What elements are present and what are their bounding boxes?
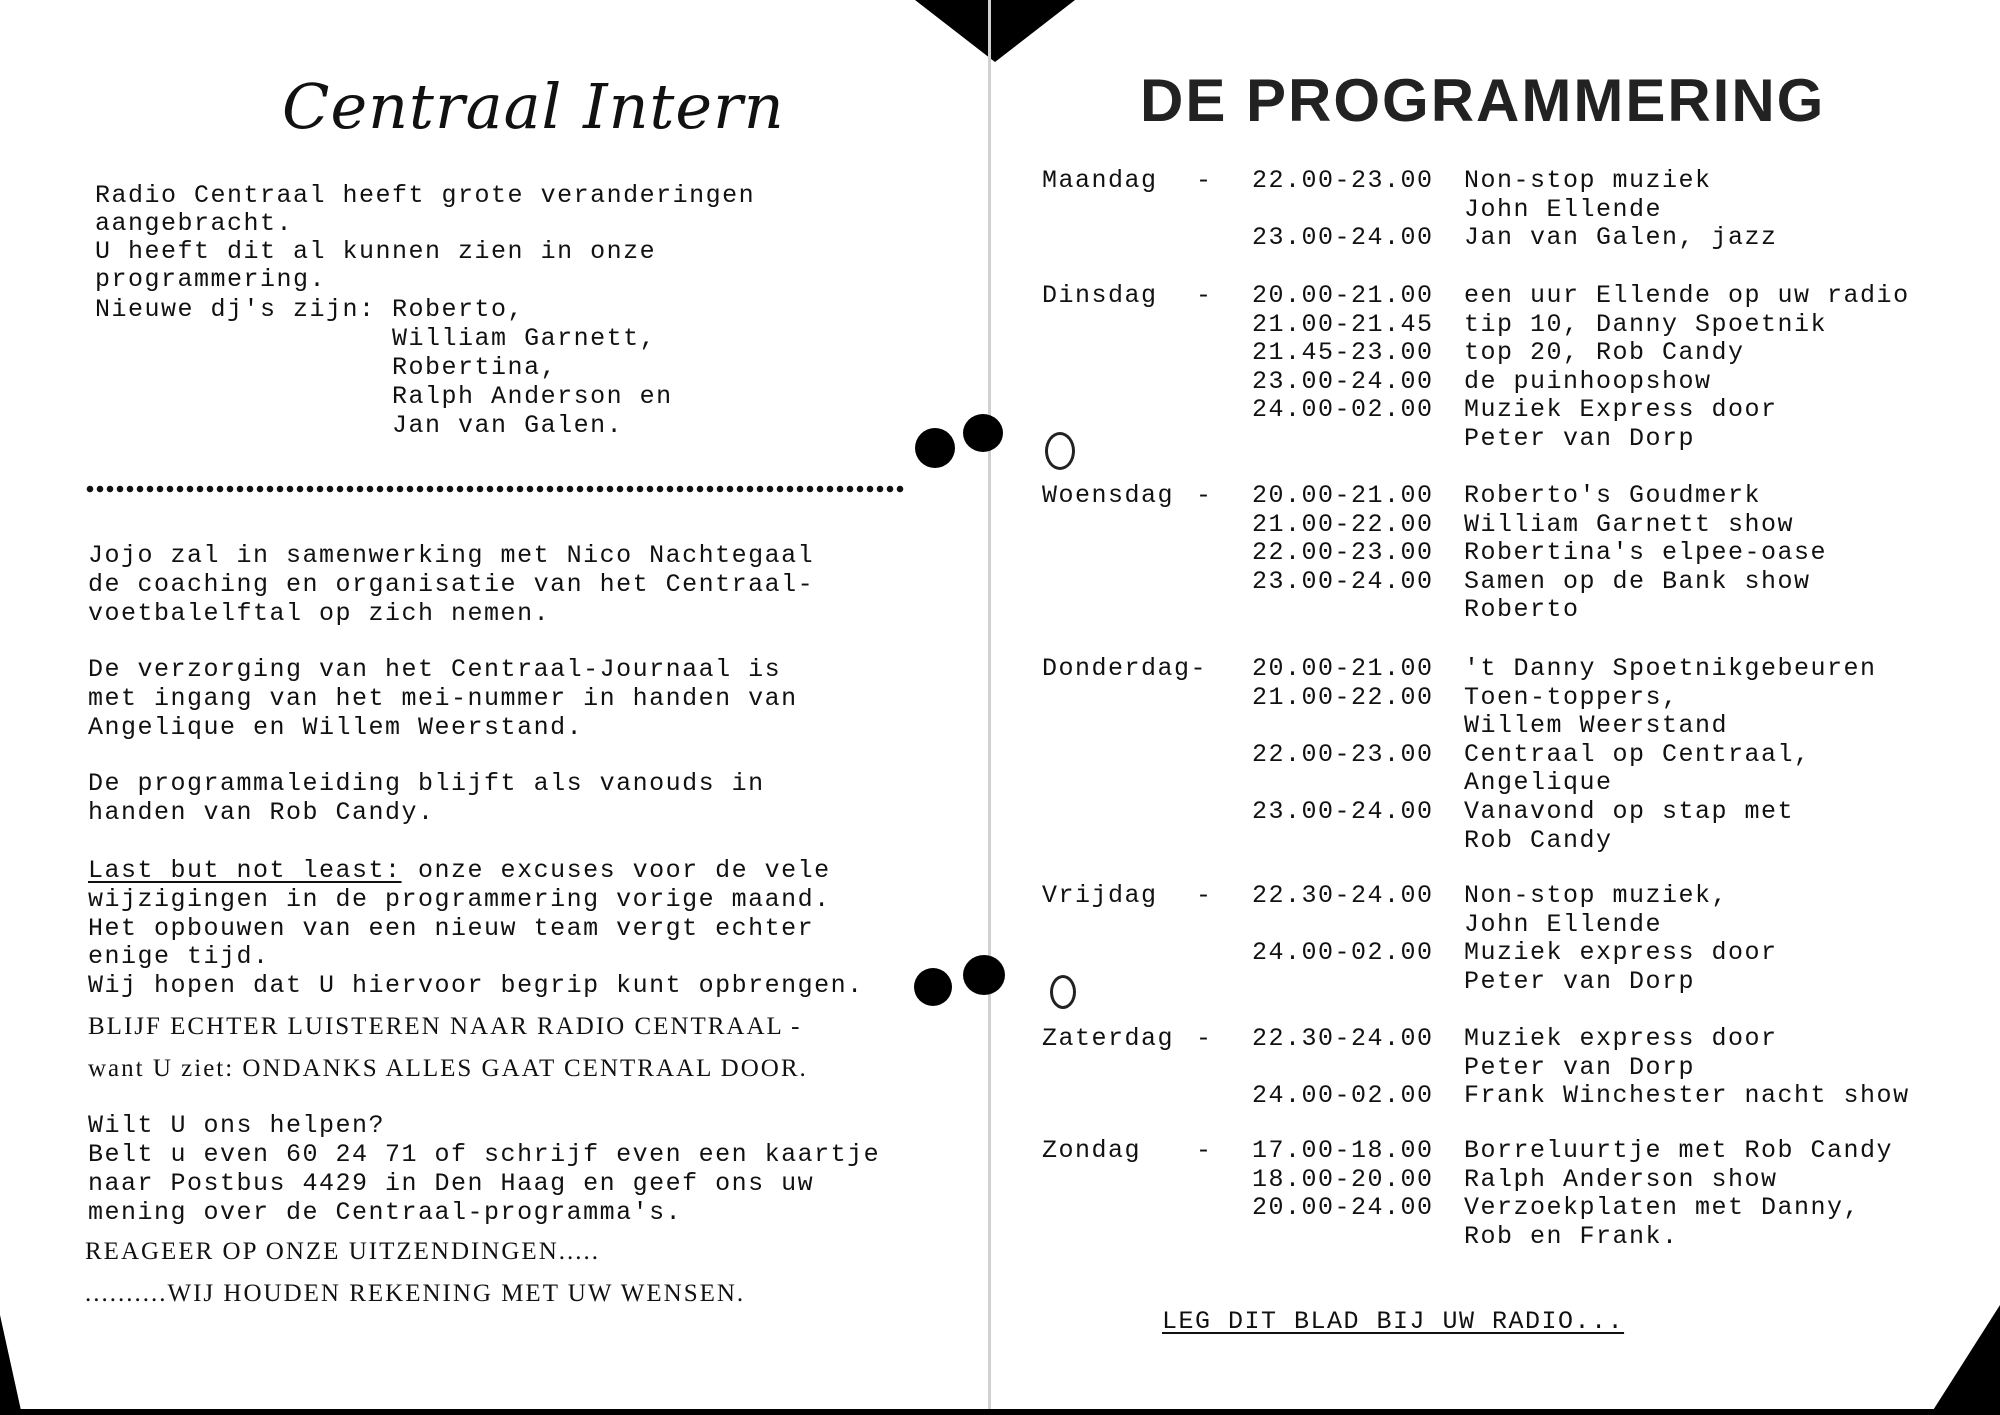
intro-line: U heeft dit al kunnen zien in onze — [95, 237, 657, 266]
schedule-time: 22.30-24.00 — [1252, 881, 1434, 910]
schedule-day: Donderdag- — [1042, 654, 1208, 683]
last-but-not-least-line — [88, 857, 831, 886]
excuses-line: wijzigingen in de programmering vorige maand. — [88, 885, 831, 914]
excuses-line: enige tijd. — [88, 942, 270, 971]
schedule-time: 17.00-18.00 — [1252, 1136, 1434, 1165]
schedule-show: Non-stop muziek — [1464, 166, 1712, 195]
closing-line: ..........WIJ HOUDEN REKENING MET UW WENSEN. — [85, 1280, 746, 1307]
schedule-show: 't Danny Spoetnikgebeuren — [1464, 654, 1877, 683]
schedule-show: een uur Ellende op uw radio — [1464, 281, 1910, 310]
schedule-day: Vrijdag — [1042, 881, 1158, 910]
schedule-time: 23.00-24.00 — [1252, 366, 1434, 396]
schedule-show: Rob Candy — [1464, 825, 1613, 855]
journaal-line: De verzorging van het Centraal-Journaal is — [88, 655, 782, 684]
schedule-time: 24.00-02.00 — [1252, 1081, 1434, 1111]
intro-line: Nieuwe dj's zijn: Roberto, — [95, 295, 525, 324]
punch-hole — [1050, 975, 1076, 1009]
schedule-dash: - — [1196, 881, 1213, 910]
schedule-show: John Ellende — [1464, 194, 1663, 224]
schedule-show: Non-stop muziek, — [1464, 881, 1729, 910]
schedule-time: 20.00-21.00 — [1252, 654, 1434, 683]
intro-line: Ralph Anderson en — [95, 382, 673, 411]
schedule-time: 23.00-24.00 — [1252, 797, 1434, 826]
schedule-day: Zaterdag — [1042, 1024, 1175, 1053]
left-page — [0, 0, 988, 1415]
schedule-show: Roberto — [1464, 595, 1580, 625]
schedule-show: de puinhoopshow — [1464, 366, 1712, 396]
scan-edge — [0, 1409, 2000, 1415]
schedule-time: 21.00-22.00 — [1252, 682, 1434, 712]
schedule-show: top 20, Rob Candy — [1464, 338, 1745, 368]
schedule-show: tip 10, Danny Spoetnik — [1464, 309, 1828, 339]
schedule-show: Jan van Galen, jazz — [1464, 223, 1778, 253]
schedule-show: Verzoekplaten met Danny, — [1464, 1193, 1861, 1223]
schedule-day: Woensdag — [1042, 481, 1175, 510]
schedule-time: 24.00-02.00 — [1252, 395, 1434, 425]
journaal-line: met ingang van het mei-nummer in handen van — [88, 684, 798, 713]
schedule-time: 21.00-21.45 — [1252, 309, 1434, 339]
schedule-show: Toen-toppers, — [1464, 682, 1679, 712]
schedule-show: Centraal op Centraal, — [1464, 739, 1811, 769]
leiding-line: handen van Rob Candy. — [88, 798, 435, 827]
page-title-centraal-intern: Centraal Intern — [282, 70, 785, 143]
jojo-line: voetbalelftal op zich nemen. — [88, 599, 551, 628]
dotted-divider — [85, 485, 905, 493]
shout-line: BLIJF ECHTER LUISTEREN NAAR RADIO CENTRAAL - — [88, 1013, 802, 1040]
schedule-time: 21.00-22.00 — [1252, 509, 1434, 539]
footer-note: LEG DIT BLAD BIJ UW RADIO... — [1162, 1307, 1625, 1336]
punch-hole — [914, 968, 952, 1006]
schedule-show: Peter van Dorp — [1464, 966, 1696, 996]
schedule-show: Vanavond op stap met — [1464, 797, 1795, 826]
intro-line: William Garnett, — [95, 324, 657, 353]
schedule-time: 20.00-21.00 — [1252, 281, 1434, 310]
intro-line: Radio Centraal heeft grote veranderingen — [95, 181, 756, 210]
last-but-not-least-label: Last but not least: — [88, 856, 402, 885]
schedule-show: Borreluurtje met Rob Candy — [1464, 1136, 1894, 1165]
schedule-show: Muziek Express door — [1464, 395, 1778, 425]
schedule-show: Ralph Anderson show — [1464, 1164, 1778, 1194]
schedule-time: 22.00-23.00 — [1252, 739, 1434, 769]
schedule-show: Peter van Dorp — [1464, 1052, 1696, 1082]
schedule-day: Zondag — [1042, 1136, 1142, 1165]
help-line: naar Postbus 4429 in Den Haag en geef ons uw — [88, 1169, 815, 1198]
schedule-show: Rob en Frank. — [1464, 1221, 1679, 1251]
schedule-show: Angelique — [1464, 768, 1613, 798]
schedule-time: 23.00-24.00 — [1252, 566, 1434, 596]
schedule-time: 20.00-21.00 — [1252, 481, 1434, 510]
scan-corner — [1930, 1305, 2000, 1415]
intro-line: Robertina, — [95, 353, 558, 382]
schedule-show: Muziek express door — [1464, 1024, 1778, 1053]
intro-line: aangebracht. — [95, 209, 294, 238]
schedule-time: 22.00-23.00 — [1252, 538, 1434, 568]
last-but-not-least-rest: onze excuses voor de vele — [401, 856, 831, 885]
schedule-time: 22.30-24.00 — [1252, 1024, 1434, 1053]
punch-hole — [915, 428, 955, 468]
schedule-show: Willem Weerstand — [1464, 711, 1729, 741]
intro-line: programmering. — [95, 265, 327, 294]
schedule-time: 21.45-23.00 — [1252, 338, 1434, 368]
page-title-programmering: DE PROGRAMMERING — [1140, 67, 1826, 134]
help-line: mening over de Centraal-programma's. — [88, 1198, 683, 1227]
scan-corner — [0, 1315, 22, 1415]
intro-line: Jan van Galen. — [95, 411, 624, 440]
jojo-line: Jojo zal in samenwerking met Nico Nachtegaal — [88, 541, 815, 570]
schedule-day: Maandag — [1042, 166, 1158, 195]
help-line: Belt u even 60 24 71 of schrijf even een kaartje — [88, 1140, 881, 1169]
journaal-line: Angelique en Willem Weerstand. — [88, 713, 584, 742]
schedule-time: 18.00-20.00 — [1252, 1164, 1434, 1194]
punch-hole — [963, 955, 1005, 995]
punch-hole — [1045, 432, 1075, 470]
schedule-time: 22.00-23.00 — [1252, 166, 1434, 195]
punch-hole — [963, 414, 1003, 452]
shout-line: want U ziet: ONDANKS ALLES GAAT CENTRAAL DOOR. — [88, 1055, 808, 1082]
schedule-dash: - — [1196, 1136, 1213, 1165]
schedule-dash: - — [1196, 481, 1213, 510]
schedule-show: John Ellende — [1464, 909, 1663, 939]
schedule-show: Samen op de Bank show — [1464, 566, 1811, 596]
schedule-dash: - — [1196, 166, 1213, 195]
schedule-show: Muziek express door — [1464, 938, 1778, 968]
schedule-show: William Garnett show — [1464, 509, 1795, 539]
excuses-line: Wij hopen dat U hiervoor begrip kunt opbrengen. — [88, 971, 864, 1000]
schedule-show: Frank Winchester nacht show — [1464, 1081, 1910, 1111]
schedule-time: 24.00-02.00 — [1252, 938, 1434, 968]
schedule-day: Dinsdag — [1042, 281, 1158, 310]
right-page — [990, 0, 2000, 1415]
schedule-time: 23.00-24.00 — [1252, 223, 1434, 253]
schedule-time: 20.00-24.00 — [1252, 1193, 1434, 1223]
help-line: Wilt U ons helpen? — [88, 1111, 386, 1140]
jojo-line: de coaching en organisatie van het Centraal- — [88, 570, 815, 599]
schedule-show: Robertina's elpee-oase — [1464, 538, 1828, 568]
closing-line: REAGEER OP ONZE UITZENDINGEN..... — [85, 1238, 601, 1265]
leiding-line: De programmaleiding blijft als vanouds in — [88, 769, 765, 798]
schedule-show: Peter van Dorp — [1464, 424, 1696, 453]
schedule-dash: - — [1196, 281, 1213, 310]
schedule-show: Roberto's Goudmerk — [1464, 481, 1762, 510]
excuses-line: Het opbouwen van een nieuw team vergt echter — [88, 914, 815, 943]
schedule-dash: - — [1196, 1024, 1213, 1053]
